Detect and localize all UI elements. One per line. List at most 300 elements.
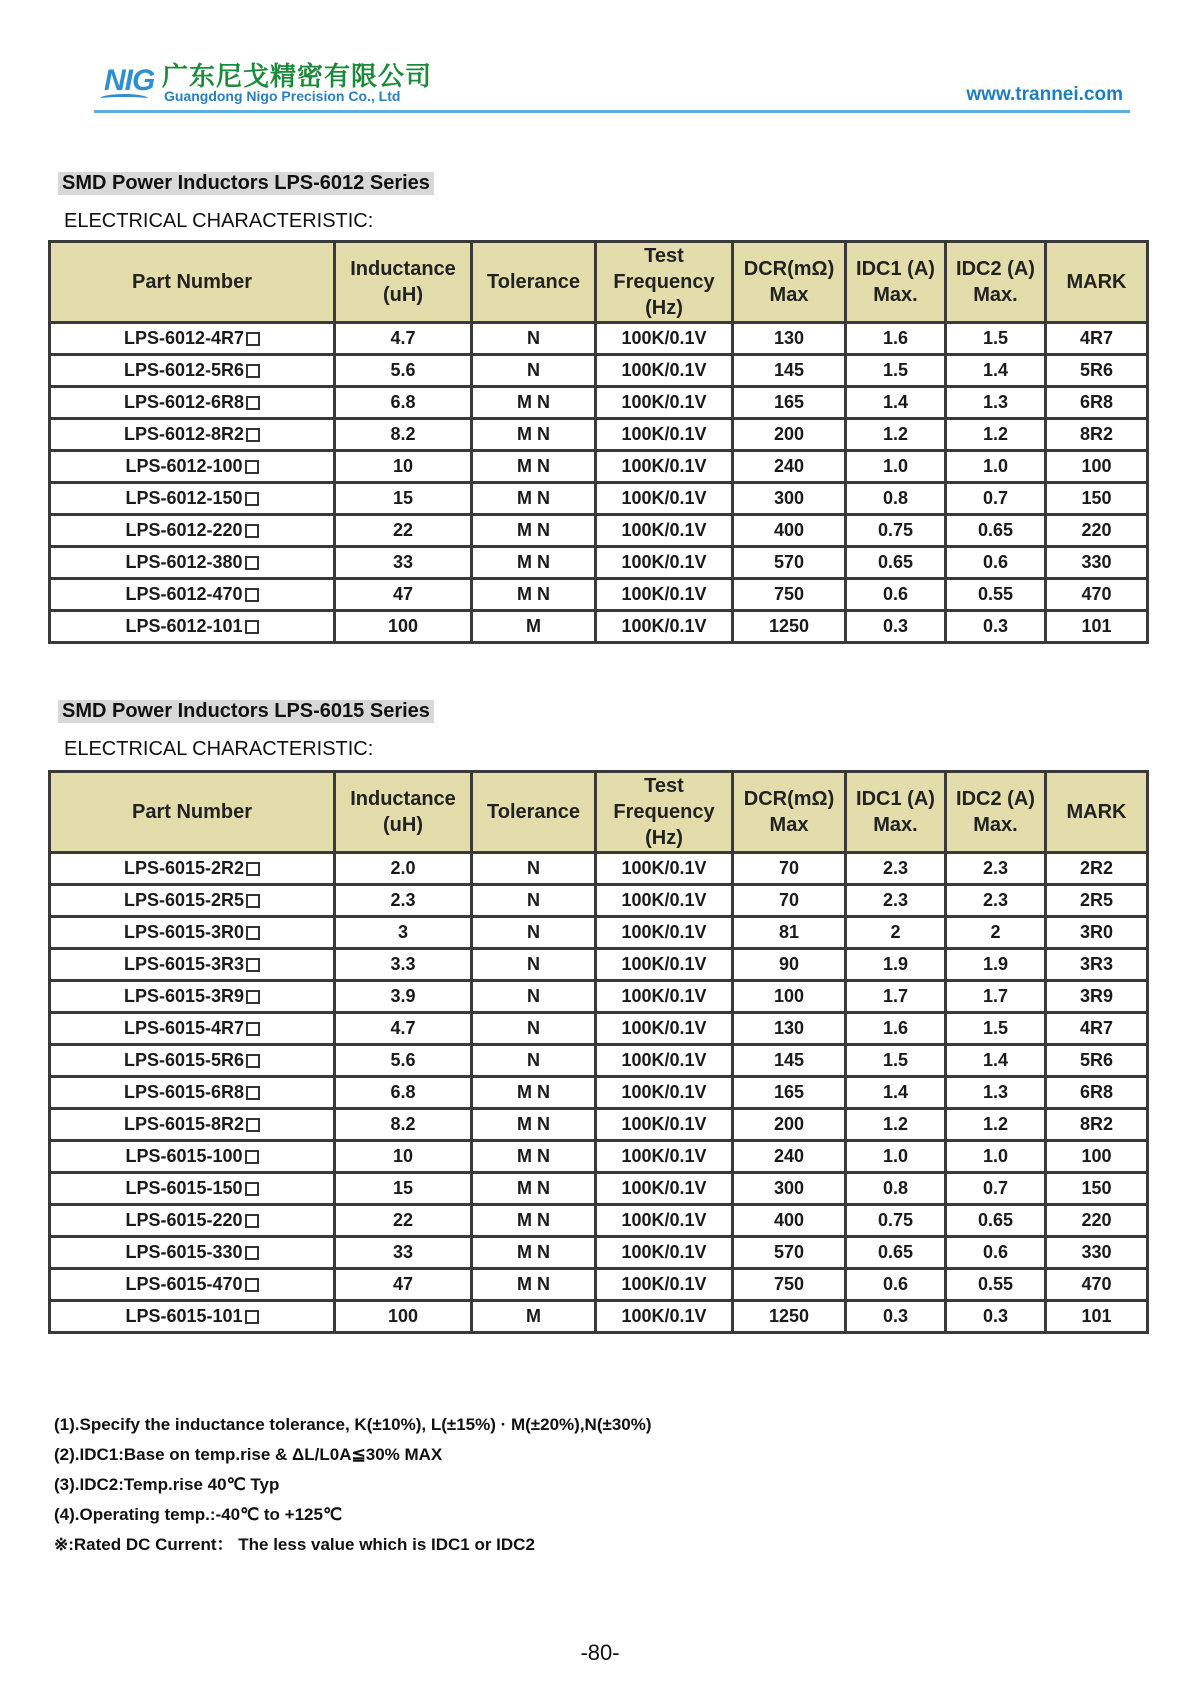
- placeholder-box-icon: [245, 1182, 259, 1196]
- cell-mark-value: 8R2: [1079, 1114, 1114, 1134]
- company-name-en: Guangdong Nigo Precision Co., Ltd: [164, 88, 401, 104]
- header-mark: [1046, 242, 1148, 323]
- table-row: [50, 1077, 1148, 1109]
- header-inductance-line: Inductance: [350, 258, 456, 280]
- cell-idc2: [946, 885, 1046, 917]
- cell-part-number: [50, 1141, 335, 1173]
- cell-inductance: [335, 1045, 472, 1077]
- cell-idc2-value: 1.4: [982, 360, 1009, 380]
- cell-tolerance-value: M N: [517, 1210, 550, 1230]
- cell-dcr-value: 165: [773, 392, 805, 412]
- header-inductance-line: (uH): [383, 284, 423, 306]
- cell-part-number: [50, 885, 335, 917]
- cell-mark: [1046, 419, 1148, 451]
- cell-dcr: [733, 981, 846, 1013]
- cell-part-number-value: LPS-6012-100: [125, 456, 243, 476]
- table-row: [50, 917, 1148, 949]
- header-idc2: [946, 242, 1046, 323]
- cell-dcr: [733, 355, 846, 387]
- cell-tolerance: [472, 451, 596, 483]
- cell-test-frequency: [596, 483, 733, 515]
- cell-idc1-value: 1.0: [882, 1146, 909, 1166]
- cell-tolerance-value: M N: [517, 1178, 550, 1198]
- cell-inductance-value: 8.2: [390, 424, 416, 444]
- header-test-frequency-line: (Hz): [645, 827, 683, 849]
- cell-inductance-value: 6.8: [390, 392, 416, 412]
- cell-test-frequency-value: 100K/0.1V: [621, 584, 707, 604]
- cell-test-frequency-value: 100K/0.1V: [621, 1306, 707, 1326]
- cell-test-frequency: [596, 355, 733, 387]
- cell-mark: [1046, 1045, 1148, 1077]
- cell-test-frequency: [596, 949, 733, 981]
- cell-idc1-value: 1.9: [882, 954, 909, 974]
- placeholder-box-icon: [245, 460, 259, 474]
- cell-dcr: [733, 483, 846, 515]
- cell-tolerance: [472, 981, 596, 1013]
- cell-tolerance: [472, 579, 596, 611]
- cell-dcr-value: 70: [778, 858, 800, 878]
- header-tolerance: [472, 772, 596, 853]
- cell-mark-value: 6R8: [1079, 1082, 1114, 1102]
- cell-tolerance-value: N: [527, 954, 540, 974]
- cell-test-frequency-value: 100K/0.1V: [621, 858, 707, 878]
- cell-test-frequency: [596, 1301, 733, 1333]
- cell-dcr-value: 130: [773, 328, 805, 348]
- cell-mark: [1046, 387, 1148, 419]
- cell-mark-value: 220: [1081, 520, 1112, 540]
- placeholder-box-icon: [246, 364, 260, 378]
- cell-mark-value: 330: [1081, 1242, 1112, 1262]
- cell-test-frequency: [596, 1109, 733, 1141]
- cell-mark-value: 5R6: [1079, 1050, 1114, 1070]
- table-row: [50, 1237, 1148, 1269]
- cell-mark-value: 100: [1081, 456, 1112, 476]
- header-idc2-line: IDC2 (A): [956, 788, 1035, 810]
- table-row: [50, 1109, 1148, 1141]
- header-dcr-line: Max: [769, 284, 809, 306]
- cell-mark-value: 101: [1081, 1306, 1112, 1326]
- cell-idc1-value: 1.6: [882, 1018, 909, 1038]
- cell-tolerance-value: M N: [517, 1242, 550, 1262]
- cell-part-number: [50, 451, 335, 483]
- section-subtitle-6012: ELECTRICAL CHARACTERISTIC:: [64, 210, 374, 232]
- cell-test-frequency-value: 100K/0.1V: [621, 456, 707, 476]
- header-part-number: [50, 772, 335, 853]
- cell-idc1-value: 1.4: [882, 392, 909, 412]
- cell-mark-value: 330: [1081, 552, 1112, 572]
- cell-mark: [1046, 853, 1148, 885]
- page-header: [96, 50, 1131, 115]
- cell-part-number-value: LPS-6015-100: [125, 1146, 243, 1166]
- note-tolerance: (1).Specify the inductance tolerance, K(±10%), L(±15%) · M(±20%),N(±30%): [54, 1415, 652, 1434]
- cell-idc2-value: 0.65: [977, 520, 1014, 540]
- cell-idc1: [846, 323, 946, 355]
- cell-mark-value: 3R0: [1079, 922, 1114, 942]
- placeholder-box-icon: [246, 1118, 260, 1132]
- cell-idc2: [946, 355, 1046, 387]
- note-idc1: (2).IDC1:Base on temp.rise & ΔL/L0A≦30% MAX: [54, 1445, 443, 1464]
- cell-idc1-value: 0.3: [882, 1306, 909, 1326]
- company-logo: NIG: [104, 64, 155, 97]
- cell-dcr: [733, 515, 846, 547]
- cell-part-number: [50, 1045, 335, 1077]
- cell-inductance: [335, 611, 472, 643]
- cell-part-number-value: LPS-6015-2R2: [123, 858, 245, 878]
- cell-idc2-value: 0.3: [982, 616, 1009, 636]
- cell-inductance-value: 47: [392, 584, 414, 604]
- cell-tolerance-value: M N: [517, 520, 550, 540]
- cell-idc1-value: 0.6: [882, 584, 909, 604]
- cell-tolerance-value: M N: [517, 456, 550, 476]
- cell-inductance: [335, 853, 472, 885]
- cell-part-number: [50, 1301, 335, 1333]
- cell-inductance-value: 8.2: [390, 1114, 416, 1134]
- header-test-frequency-line: Frequency: [613, 801, 715, 823]
- cell-inductance: [335, 547, 472, 579]
- cell-inductance: [335, 1237, 472, 1269]
- cell-dcr: [733, 611, 846, 643]
- cell-idc2-value: 1.4: [982, 1050, 1009, 1070]
- cell-idc2: [946, 1141, 1046, 1173]
- cell-inductance-value: 22: [392, 520, 414, 540]
- cell-test-frequency: [596, 1013, 733, 1045]
- cell-dcr-value: 200: [773, 424, 805, 444]
- cell-inductance-value: 10: [392, 456, 414, 476]
- cell-inductance: [335, 917, 472, 949]
- cell-test-frequency: [596, 387, 733, 419]
- placeholder-box-icon: [245, 1278, 259, 1292]
- header-test-frequency-line: Test: [644, 775, 684, 797]
- cell-test-frequency: [596, 885, 733, 917]
- note-rated-current: ※:Rated DC Current： The less value which is IDC1 or IDC2: [54, 1535, 535, 1554]
- cell-tolerance: [472, 419, 596, 451]
- cell-mark-value: 100: [1081, 1146, 1112, 1166]
- cell-dcr-value: 570: [773, 552, 805, 572]
- cell-idc1-value: 0.75: [877, 1210, 914, 1230]
- cell-idc1: [846, 483, 946, 515]
- cell-tolerance-value: M N: [517, 584, 550, 604]
- cell-dcr: [733, 387, 846, 419]
- cell-idc2: [946, 547, 1046, 579]
- header-inductance-line: Inductance: [350, 788, 456, 810]
- cell-idc1: [846, 579, 946, 611]
- cell-idc1-value: 0.65: [877, 552, 914, 572]
- cell-dcr-value: 300: [773, 1178, 805, 1198]
- placeholder-box-icon: [246, 958, 260, 972]
- cell-tolerance-value: M N: [517, 1274, 550, 1294]
- cell-dcr: [733, 1301, 846, 1333]
- cell-mark-value: 150: [1081, 488, 1112, 508]
- cell-tolerance-value: N: [527, 986, 540, 1006]
- placeholder-box-icon: [245, 1246, 259, 1260]
- cell-tolerance-value: N: [527, 890, 540, 910]
- header-idc2: [946, 772, 1046, 853]
- section-subtitle-6015: ELECTRICAL CHARACTERISTIC:: [64, 738, 374, 760]
- cell-tolerance-value: M N: [517, 1146, 550, 1166]
- cell-idc2-value: 2.3: [982, 858, 1009, 878]
- placeholder-box-icon: [246, 1054, 260, 1068]
- table-row: [50, 981, 1148, 1013]
- cell-dcr: [733, 1141, 846, 1173]
- cell-part-number-value: LPS-6015-470: [125, 1274, 243, 1294]
- cell-idc1-value: 0.75: [877, 520, 914, 540]
- cell-idc1: [846, 1109, 946, 1141]
- header-idc2-line: Max.: [973, 284, 1018, 306]
- cell-dcr-value: 100: [773, 986, 805, 1006]
- cell-idc2-value: 1.5: [982, 328, 1009, 348]
- cell-inductance-value: 100: [387, 616, 419, 636]
- cell-test-frequency-value: 100K/0.1V: [621, 1082, 707, 1102]
- cell-test-frequency-value: 100K/0.1V: [621, 1242, 707, 1262]
- cell-inductance: [335, 1173, 472, 1205]
- cell-test-frequency-value: 100K/0.1V: [621, 520, 707, 540]
- cell-idc1: [846, 1205, 946, 1237]
- cell-dcr-value: 81: [778, 922, 800, 942]
- cell-test-frequency-value: 100K/0.1V: [621, 392, 707, 412]
- cell-part-number: [50, 949, 335, 981]
- cell-idc2-value: 1.3: [982, 392, 1009, 412]
- cell-idc2: [946, 1269, 1046, 1301]
- cell-idc2: [946, 853, 1046, 885]
- header-test-frequency-line: Frequency: [613, 271, 715, 293]
- cell-part-number-value: LPS-6015-220: [125, 1210, 243, 1230]
- cell-test-frequency-value: 100K/0.1V: [621, 616, 707, 636]
- website-link[interactable]: www.trannei.com: [966, 84, 1123, 105]
- header-dcr-line: Max: [769, 814, 809, 836]
- cell-mark: [1046, 1077, 1148, 1109]
- cell-test-frequency: [596, 1205, 733, 1237]
- cell-inductance-value: 2.0: [390, 858, 416, 878]
- cell-idc2: [946, 981, 1046, 1013]
- cell-dcr-value: 300: [773, 488, 805, 508]
- cell-test-frequency: [596, 853, 733, 885]
- cell-tolerance-value: N: [527, 328, 540, 348]
- cell-dcr-value: 750: [773, 1274, 805, 1294]
- cell-test-frequency: [596, 547, 733, 579]
- cell-idc1: [846, 419, 946, 451]
- cell-idc1-value: 1.5: [882, 360, 909, 380]
- cell-inductance: [335, 885, 472, 917]
- cell-tolerance-value: M N: [517, 392, 550, 412]
- cell-part-number: [50, 1013, 335, 1045]
- cell-idc2: [946, 917, 1046, 949]
- cell-idc2: [946, 1173, 1046, 1205]
- cell-mark-value: 3R9: [1079, 986, 1114, 1006]
- cell-dcr-value: 750: [773, 584, 805, 604]
- cell-inductance: [335, 981, 472, 1013]
- placeholder-box-icon: [245, 1214, 259, 1228]
- cell-dcr-value: 400: [773, 520, 805, 540]
- cell-idc2-value: 0.7: [982, 488, 1009, 508]
- table-row: [50, 387, 1148, 419]
- cell-inductance: [335, 949, 472, 981]
- cell-part-number-value: LPS-6015-6R8: [123, 1082, 245, 1102]
- placeholder-box-icon: [246, 862, 260, 876]
- cell-mark-value: 3R3: [1079, 954, 1114, 974]
- cell-tolerance: [472, 1045, 596, 1077]
- cell-mark: [1046, 1205, 1148, 1237]
- cell-mark: [1046, 323, 1148, 355]
- cell-idc1: [846, 981, 946, 1013]
- cell-dcr-value: 200: [773, 1114, 805, 1134]
- cell-part-number: [50, 387, 335, 419]
- cell-idc1-value: 2.3: [882, 890, 909, 910]
- placeholder-box-icon: [246, 926, 260, 940]
- cell-tolerance: [472, 917, 596, 949]
- cell-inductance-value: 22: [392, 1210, 414, 1230]
- cell-mark-value: 2R5: [1079, 890, 1114, 910]
- cell-tolerance: [472, 483, 596, 515]
- table-row: [50, 1045, 1148, 1077]
- cell-inductance-value: 15: [392, 488, 414, 508]
- cell-part-number: [50, 323, 335, 355]
- cell-idc2-value: 1.2: [982, 1114, 1009, 1134]
- cell-dcr-value: 165: [773, 1082, 805, 1102]
- cell-inductance: [335, 387, 472, 419]
- cell-idc1: [846, 1173, 946, 1205]
- cell-test-frequency-value: 100K/0.1V: [621, 1178, 707, 1198]
- cell-mark-value: 6R8: [1079, 392, 1114, 412]
- cell-idc1: [846, 387, 946, 419]
- cell-idc2: [946, 579, 1046, 611]
- cell-test-frequency-value: 100K/0.1V: [621, 890, 707, 910]
- cell-inductance: [335, 1301, 472, 1333]
- cell-idc1-value: 1.2: [882, 1114, 909, 1134]
- header-dcr: [733, 242, 846, 323]
- cell-part-number-value: LPS-6015-3R9: [123, 986, 245, 1006]
- cell-idc1: [846, 885, 946, 917]
- cell-dcr: [733, 1269, 846, 1301]
- cell-idc2-value: 0.65: [977, 1210, 1014, 1230]
- cell-idc1-value: 2.3: [882, 858, 909, 878]
- header-test-frequency: [596, 772, 733, 853]
- cell-idc2: [946, 1109, 1046, 1141]
- cell-tolerance: [472, 515, 596, 547]
- cell-tolerance-value: M: [526, 1306, 541, 1326]
- cell-mark-value: 101: [1081, 616, 1112, 636]
- cell-dcr-value: 240: [773, 456, 805, 476]
- cell-dcr: [733, 917, 846, 949]
- table-row: [50, 323, 1148, 355]
- placeholder-box-icon: [246, 332, 260, 346]
- cell-mark-value: 470: [1081, 584, 1112, 604]
- cell-inductance: [335, 1013, 472, 1045]
- cell-idc1: [846, 355, 946, 387]
- placeholder-box-icon: [246, 396, 260, 410]
- header-inductance: [335, 772, 472, 853]
- cell-inductance-value: 5.6: [390, 360, 416, 380]
- cell-part-number-value: LPS-6015-3R3: [123, 954, 245, 974]
- placeholder-box-icon: [246, 1086, 260, 1100]
- cell-part-number-value: LPS-6015-101: [125, 1306, 243, 1326]
- header-part-number-line: Part Number: [131, 801, 253, 823]
- header-test-frequency-line: Test: [644, 245, 684, 267]
- cell-part-number: [50, 355, 335, 387]
- cell-inductance: [335, 1269, 472, 1301]
- company-name-cn: 广东尼戈精密有限公司: [162, 62, 433, 92]
- cell-tolerance-value: M N: [517, 424, 550, 444]
- cell-part-number: [50, 483, 335, 515]
- page-number: -80-: [580, 1640, 620, 1665]
- table-header-row: [50, 242, 1148, 323]
- cell-idc1-value: 0.65: [877, 1242, 914, 1262]
- cell-test-frequency-value: 100K/0.1V: [621, 1274, 707, 1294]
- cell-dcr: [733, 885, 846, 917]
- cell-mark-value: 5R6: [1079, 360, 1114, 380]
- cell-idc2-value: 1.7: [982, 986, 1009, 1006]
- cell-inductance: [335, 1109, 472, 1141]
- cell-idc2: [946, 451, 1046, 483]
- cell-idc2: [946, 1205, 1046, 1237]
- cell-dcr-value: 145: [773, 1050, 805, 1070]
- cell-test-frequency: [596, 1077, 733, 1109]
- cell-idc1-value: 1.7: [882, 986, 909, 1006]
- cell-idc2-value: 2.3: [982, 890, 1009, 910]
- cell-dcr-value: 130: [773, 1018, 805, 1038]
- placeholder-box-icon: [245, 1310, 259, 1324]
- header-tolerance: [472, 242, 596, 323]
- header-mark-line: MARK: [1066, 801, 1127, 823]
- cell-dcr: [733, 1173, 846, 1205]
- cell-idc2: [946, 387, 1046, 419]
- cell-idc2-value: 1.0: [982, 1146, 1009, 1166]
- cell-idc1: [846, 1237, 946, 1269]
- cell-part-number-value: LPS-6015-5R6: [123, 1050, 245, 1070]
- cell-inductance-value: 33: [392, 1242, 414, 1262]
- cell-inductance-value: 47: [392, 1274, 414, 1294]
- cell-part-number: [50, 1205, 335, 1237]
- spec-table-6012: [48, 240, 1149, 644]
- cell-dcr: [733, 579, 846, 611]
- cell-idc1: [846, 611, 946, 643]
- cell-part-number: [50, 853, 335, 885]
- cell-idc1: [846, 1141, 946, 1173]
- cell-tolerance: [472, 387, 596, 419]
- table-row: [50, 1205, 1148, 1237]
- cell-inductance: [335, 579, 472, 611]
- table-row: [50, 515, 1148, 547]
- cell-tolerance: [472, 1141, 596, 1173]
- cell-dcr: [733, 1013, 846, 1045]
- cell-tolerance-value: M N: [517, 488, 550, 508]
- cell-test-frequency: [596, 1269, 733, 1301]
- cell-part-number: [50, 515, 335, 547]
- cell-inductance: [335, 323, 472, 355]
- cell-inductance-value: 4.7: [390, 328, 416, 348]
- cell-idc2-value: 0.7: [982, 1178, 1009, 1198]
- cell-mark: [1046, 1237, 1148, 1269]
- cell-idc2: [946, 1077, 1046, 1109]
- header-inductance-line: (uH): [383, 814, 423, 836]
- cell-mark: [1046, 1013, 1148, 1045]
- cell-mark-value: 8R2: [1079, 424, 1114, 444]
- cell-test-frequency: [596, 419, 733, 451]
- cell-part-number-value: LPS-6015-150: [125, 1178, 243, 1198]
- cell-tolerance: [472, 611, 596, 643]
- header-tolerance-line: Tolerance: [487, 801, 580, 823]
- cell-part-number: [50, 981, 335, 1013]
- cell-tolerance: [472, 1173, 596, 1205]
- header-tolerance-line: Tolerance: [487, 271, 580, 293]
- notes-section: [54, 1410, 652, 1560]
- cell-idc2: [946, 419, 1046, 451]
- cell-dcr-value: 70: [778, 890, 800, 910]
- cell-part-number-value: LPS-6012-380: [125, 552, 243, 572]
- cell-mark: [1046, 1173, 1148, 1205]
- cell-inductance-value: 33: [392, 552, 414, 572]
- cell-test-frequency-value: 100K/0.1V: [621, 954, 707, 974]
- table-row: [50, 853, 1148, 885]
